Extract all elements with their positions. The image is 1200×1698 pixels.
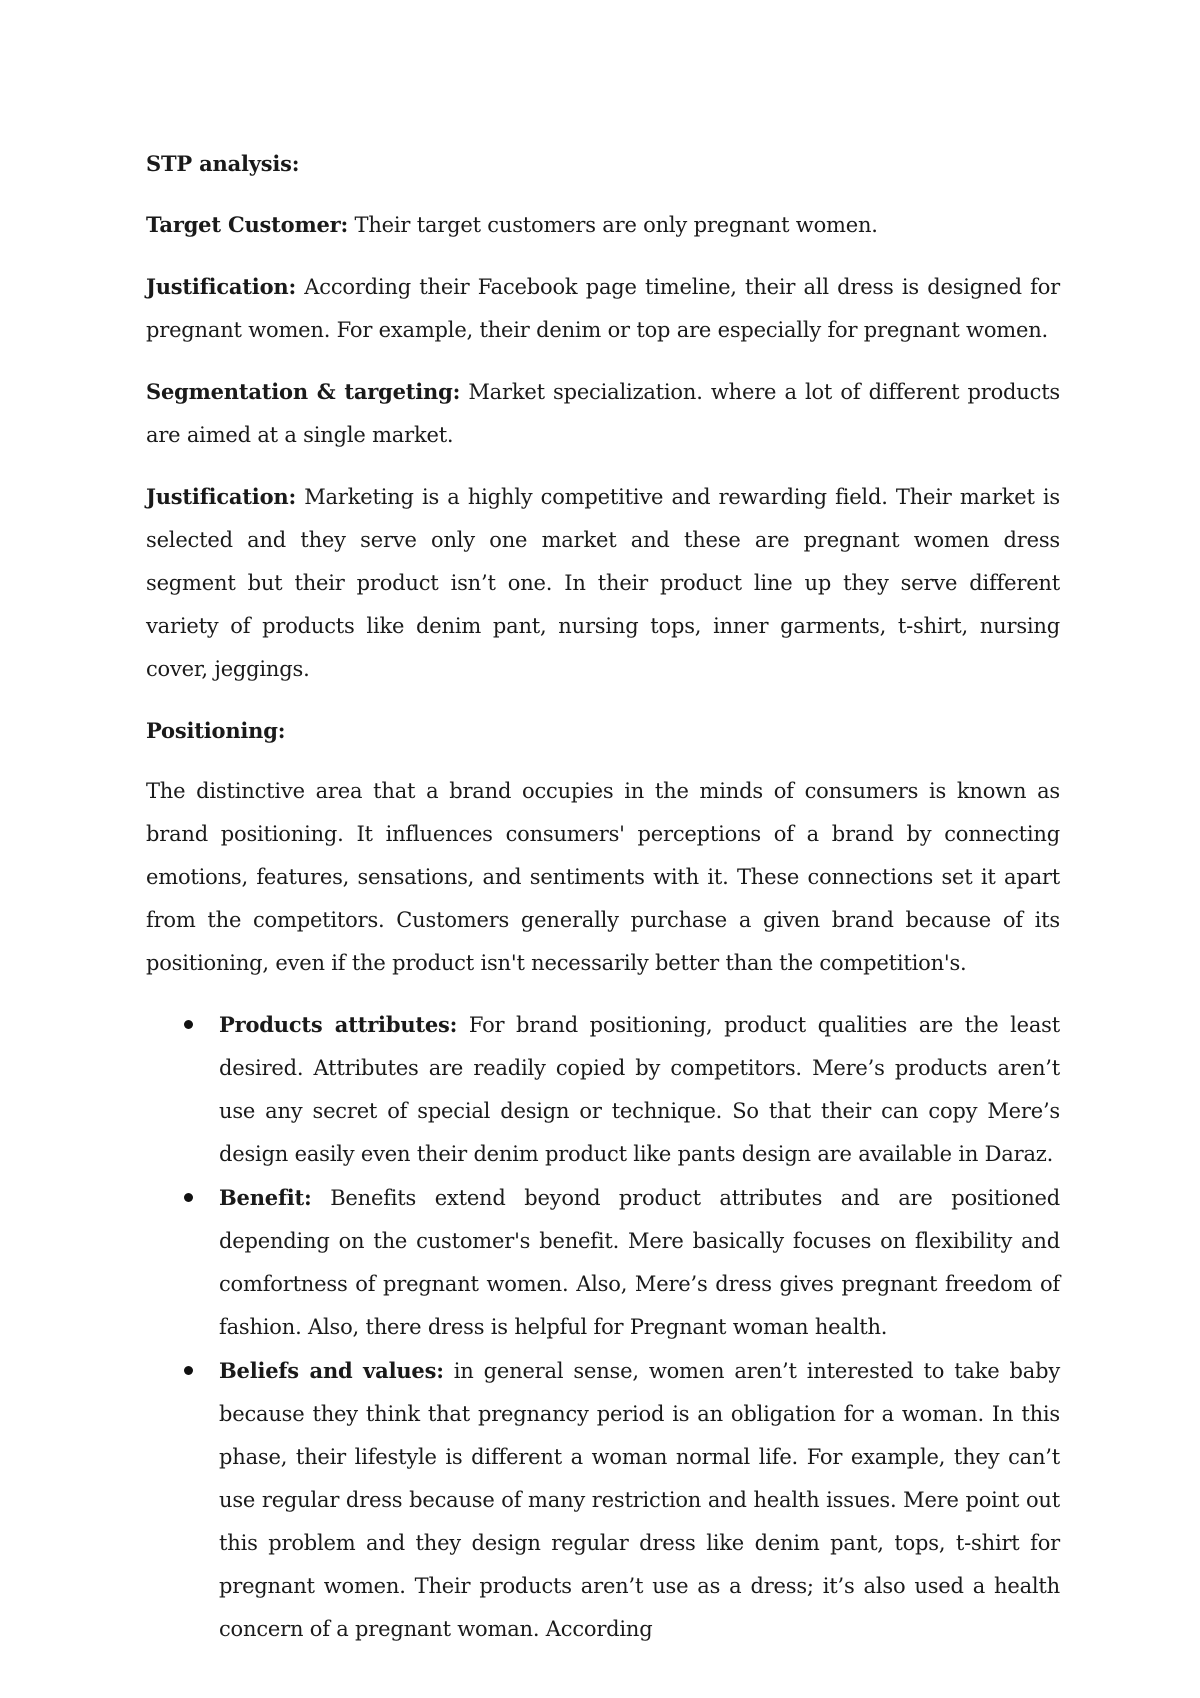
segmentation-label: Segmentation & targeting: [146, 379, 461, 404]
segmentation-text: Market specialization. where a lot of different products are aimed at a single market. [146, 380, 1061, 447]
bullet-label: Beliefs and values: [219, 1358, 444, 1383]
bullet-icon [184, 1366, 193, 1375]
bullet-label: Benefit: [219, 1185, 312, 1210]
target-customer-text: Their target customers are only pregnant women. [348, 213, 878, 237]
positioning-bullet-list [146, 1003, 1060, 1651]
bullet-text: Benefits extend beyond product attributes and are positioned depending on the customer's benefit. Mere basically focuses on flexibility and comfortness of pregnant women. Also, Mere’s dress gives pregnant freedom of fashion. Also, there dress is helpful for Pregnant woman health. [219, 1186, 1060, 1339]
justification-text-1: According their Facebook page timeline, their all dress is designed for pregnant women. For example, their denim or top are especially for pregnant women. [146, 275, 1060, 342]
bullet-item [146, 1176, 1060, 1349]
bullet-text: in general sense, women aren’t interested to take baby because they think that pregnancy period is an obligation for a woman. In this phase, their lifestyle is different a woman normal life. For example, they can’t use regular dress because of many restriction and health issues. Mere point out this problem and they design regular dress like denim pant, tops, t-shirt for pregnant women. Their products aren’t use as a dress; it’s also used a health concern of a pregnant woman. According [219, 1359, 1060, 1641]
document-title: STP analysis: [146, 151, 300, 176]
justification-paragraph-1 [146, 265, 1060, 352]
justification-label-1: Justification: [146, 274, 297, 299]
justification-label-2: Justification: [146, 484, 297, 509]
bullet-item [146, 1349, 1060, 1651]
bullet-icon [184, 1193, 193, 1202]
target-customer-paragraph [146, 203, 1060, 247]
bullet-item [146, 1003, 1060, 1176]
target-customer-label: Target Customer: [146, 212, 349, 237]
positioning-paragraph: The distinctive area that a brand occupies in the minds of consumers is known as brand positioning. It influences consumers' perceptions of a brand by connecting emotions, features, sensations, and sentiments with it. These connections set it apart from the competitors. Customers generally purchase a given brand because of its positioning, even if the product isn't necessarily better than the competition's. [146, 779, 1060, 975]
bullet-label: Products attributes: [219, 1012, 458, 1037]
justification-text-2: Marketing is a highly competitive and rewarding field. Their market is selected and they serve only one market and these are pregnant women dress segment but their product isn’t one. In their product line up they serve different variety of products like denim pant, nursing tops, inner garments, t-shirt, nursing cover, jeggings. [146, 485, 1060, 681]
bullet-icon [184, 1020, 193, 1029]
justification-paragraph-2 [146, 475, 1060, 691]
bullet-text: For brand positioning, product qualities are the least desired. Attributes are readily copied by competitors. Mere’s products aren’t use any secret of special design or technique. So that their can copy Mere’s design easily even their denim product like pants design are available in Daraz. [219, 1013, 1060, 1166]
positioning-heading: Positioning: [146, 718, 286, 743]
document-page [146, 142, 1060, 1651]
segmentation-paragraph [146, 370, 1060, 457]
